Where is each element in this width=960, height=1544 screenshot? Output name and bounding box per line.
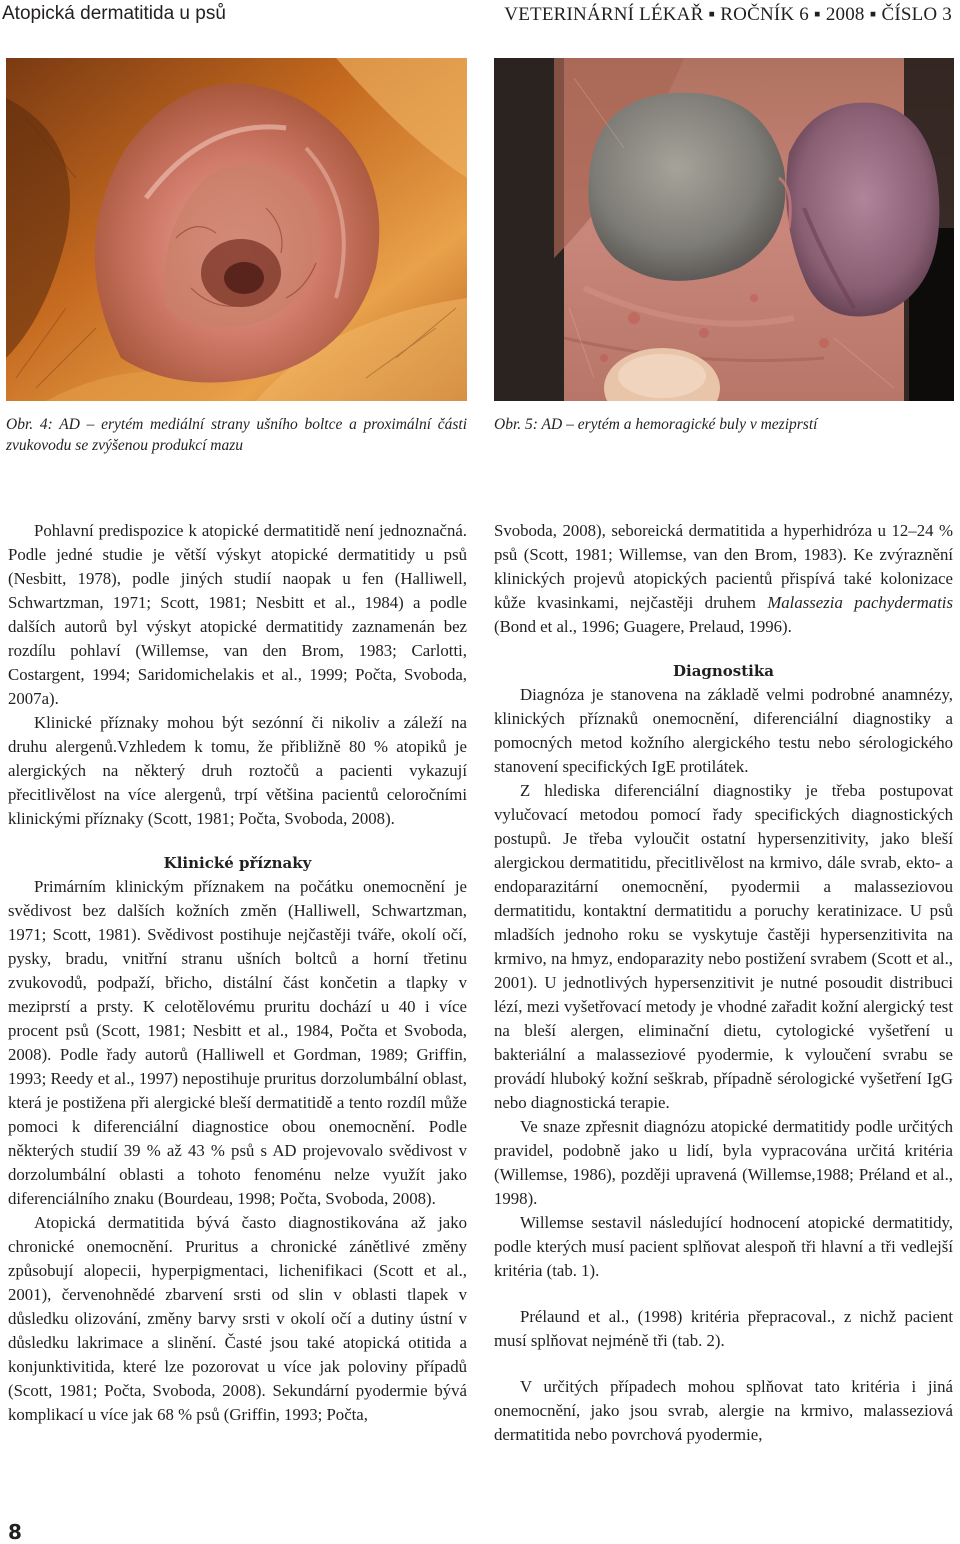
section-heading: Klinické příznaky: [163, 854, 312, 872]
figure-4-caption: [6, 414, 467, 456]
paragraph: V určitých případech mohou splňovat tato kritéria i jiná onemocnění, jako jsou svrab, alergie na krmivo, malasseziová dermatitida nebo povrchová pyodermie,: [494, 1377, 953, 1444]
figure-4-label: Obr. 4:: [6, 416, 53, 433]
figure-5-caption-text: AD – erytém a hemoragické buly v meziprstí: [541, 416, 818, 433]
figure-5-caption: [494, 414, 954, 435]
paragraph: Klinické příznaky mohou být sezónní či nikoliv a záleží na druhu alergenů.Vzhledem k tomu, že přibližně 80 % atopiků je alergických na některý druh roztočů a pacienti vykazují přecitlivělost na více alergenů, trpí většina pacientů celoročními klinickými příznaky (Scott, 1981; Počta, Svoboda, 2008).: [8, 713, 467, 828]
figure-4-caption-text: AD – erytém mediální strany ušního boltce a proximální části zvukovodu se zvýšenou produkcí mazu: [6, 416, 468, 454]
paragraph-text: (Bond et al., 1996; Guagere, Prelaud, 1996).: [494, 617, 792, 636]
species-name: Malassezia pachydermatis: [767, 593, 953, 612]
figure-5-paw-photo: [494, 58, 954, 401]
article-title: Atopická dermatitida u psů: [2, 3, 226, 24]
journal-info: VETERINÁRNÍ LÉKAŘ ▪ ROČNÍK 6 ▪ 2008 ▪ ČÍSLO 3: [504, 4, 952, 25]
spacer: [494, 1283, 953, 1305]
paragraph: Primárním klinickým příznakem na počátku onemocnění je svědivost bez dalších kožních změn (Halliwell, Schwartzman, 1971; Scott, 1981). Svědivost postihuje nejčastěji tváře, okolí očí, pysky, bradu, vnitřní stranu ušních boltců a horní třetinu zvukovodů, podpaží, břicho, distální část končetin a tlapky v meziprstí a prsty. K celotělovému pruritu dochází u 40 i více procent psů (Scott, 1981; Nesbitt et al., 1984, Počta et Svoboda, 2008). Podle řady autorů (Halliwell et Gordman, 1989; Griffin, 1993; Reedy et al., 1997) nepostihuje pruritus dorzolumbální oblast, která je postižena při alergické bleší dermatitidě a tento rozdíl může pomoci k diferenciální diagnostice obou onemocnění. Podle některých studií 39 % až 43 % psů s AD projevovalo svědivost v dorzolumbální oblasti a tohoto fenoménu nelze využít jako diferenciálního znaku (Bourdeau, 1998; Počta, Svoboda, 2008).: [8, 877, 467, 1208]
paragraph: Willemse sestavil následující hodnocení atopické dermatitidy, podle kterých musí pacient splňovat alespoň tři hlavní a tři vedlejší kritéria (tab. 1).: [494, 1213, 953, 1280]
running-header: [0, 0, 960, 34]
ear-photo-image: [6, 58, 467, 401]
paragraph: Z hlediska diferenciální diagnostiky je třeba postupovat vylučovací metodou pomocí řady specifických diagnostických postupů. Je třeba vyloučit ostatní hypersenzitivity, jako bleší alergickou dermatitidu, přecitlivělost na krmivo, dále svrab, ekto- a endoparazitární onemocnění, pyodermii a malasseziovou dermatitidu, kontaktní dermatitidu a poruchy keratinizace. U psů mladších jednoho roku se vyskytuje častěji hypersenzitivita na krmivo, na hmyz, endoparazity nebo postižení svrabem (Scott et al., 2001). U jednotlivých hypersenzitivit je nutné posoudit distribuci lézí, mezi vyšetřovací metody je vhodné zařadit kožní alergický test na bleší alergen, eliminační dietu, cytologické vyšetření u bakteriální a malasseziové pyodermie, k vyloučení svrabu se provádí hluboký kožní seškrab, případně sérologické vyšetření IgG nebo diagnostická terapie.: [494, 781, 953, 1112]
spacer: [494, 1353, 953, 1375]
paragraph: Prélaund et al., (1998) kritéria přepracoval., z nichž pacient musí splňovat nejméně tři (tab. 2).: [494, 1307, 953, 1350]
paw-photo-image: [494, 58, 954, 401]
figure-5-label: Obr. 5:: [494, 416, 538, 433]
figure-4-ear-photo: [6, 58, 467, 401]
paragraph: Diagnóza je stanovena na základě velmi podrobné anamnézy, klinických příznaků onemocnění, diferenciální diagnostiky a pomocných metod kožního alergického testu nebo sérologického stanovení specifických IgE protilátek.: [494, 685, 953, 776]
paragraph: Atopická dermatitida bývá často diagnostikována až jako chronické onemocnění. Pruritus a chronické zánětlivé změny způsobují alopecii, hyperpigmentaci, lichenifikaci (Scott et al., 2001), červenohnědé zbarvení srsti od slin v oblasti tlapek v důsledku olizování, změny barvy srsti v okolí očí a dutiny ústní v důsledku lakrimace a slinění. Časté jsou také atopická otitida a konjunktivitida, které lze pozorovat u více jak poloviny případů (Scott, 1981; Počta, Svoboda, 2008). Sekundární pyodermie bývá komplikací u více jak 68 % psů (Griffin, 1993; Počta,: [8, 1213, 467, 1424]
left-text-column: [8, 519, 467, 1427]
section-heading: Diagnostika: [672, 662, 774, 680]
paragraph-text: Svoboda, 2008), seboreická dermatitida a hyperhidróza u 12–24 % psů (Scott, 1981; Willemse, van den Brom, 1983). Ke zvýraznění klinických projevů atopických pacientů přispívá také kolonizace kůže kvasinkami, nejčastěji druhem: [494, 521, 953, 612]
paragraph: Ve snaze zpřesnit diagnózu atopické dermatitidy podle určitých pravidel, podobně jako u lidí, byla vypracována určitá kritéria (Willemse, 1986), později upravená (Willemse,1988; Préland et al., 1998).: [494, 1117, 953, 1208]
right-text-column: [494, 519, 953, 1447]
paragraph: Pohlavní predispozice k atopické dermatitidě není jednoznačná. Podle jedné studie je větší výskyt atopické dermatitidy u psů (Nesbitt, 1978), podle jiných studií naopak u fen (Halliwell, Schwartzman, 1971; Scott, 1981; Nesbitt et al., 1984) a podle dalších autorů byl výskyt atopické dermatitidy zaznamenán bez rozdílu pohlaví (Willemse, van den Brom, 1983; Carlotti, Costargent, 1994; Saridomichelakis et al., 1999; Počta, Svoboda, 2007a).: [8, 521, 467, 708]
paragraph: [494, 519, 953, 639]
page-number: 8: [8, 1520, 22, 1544]
